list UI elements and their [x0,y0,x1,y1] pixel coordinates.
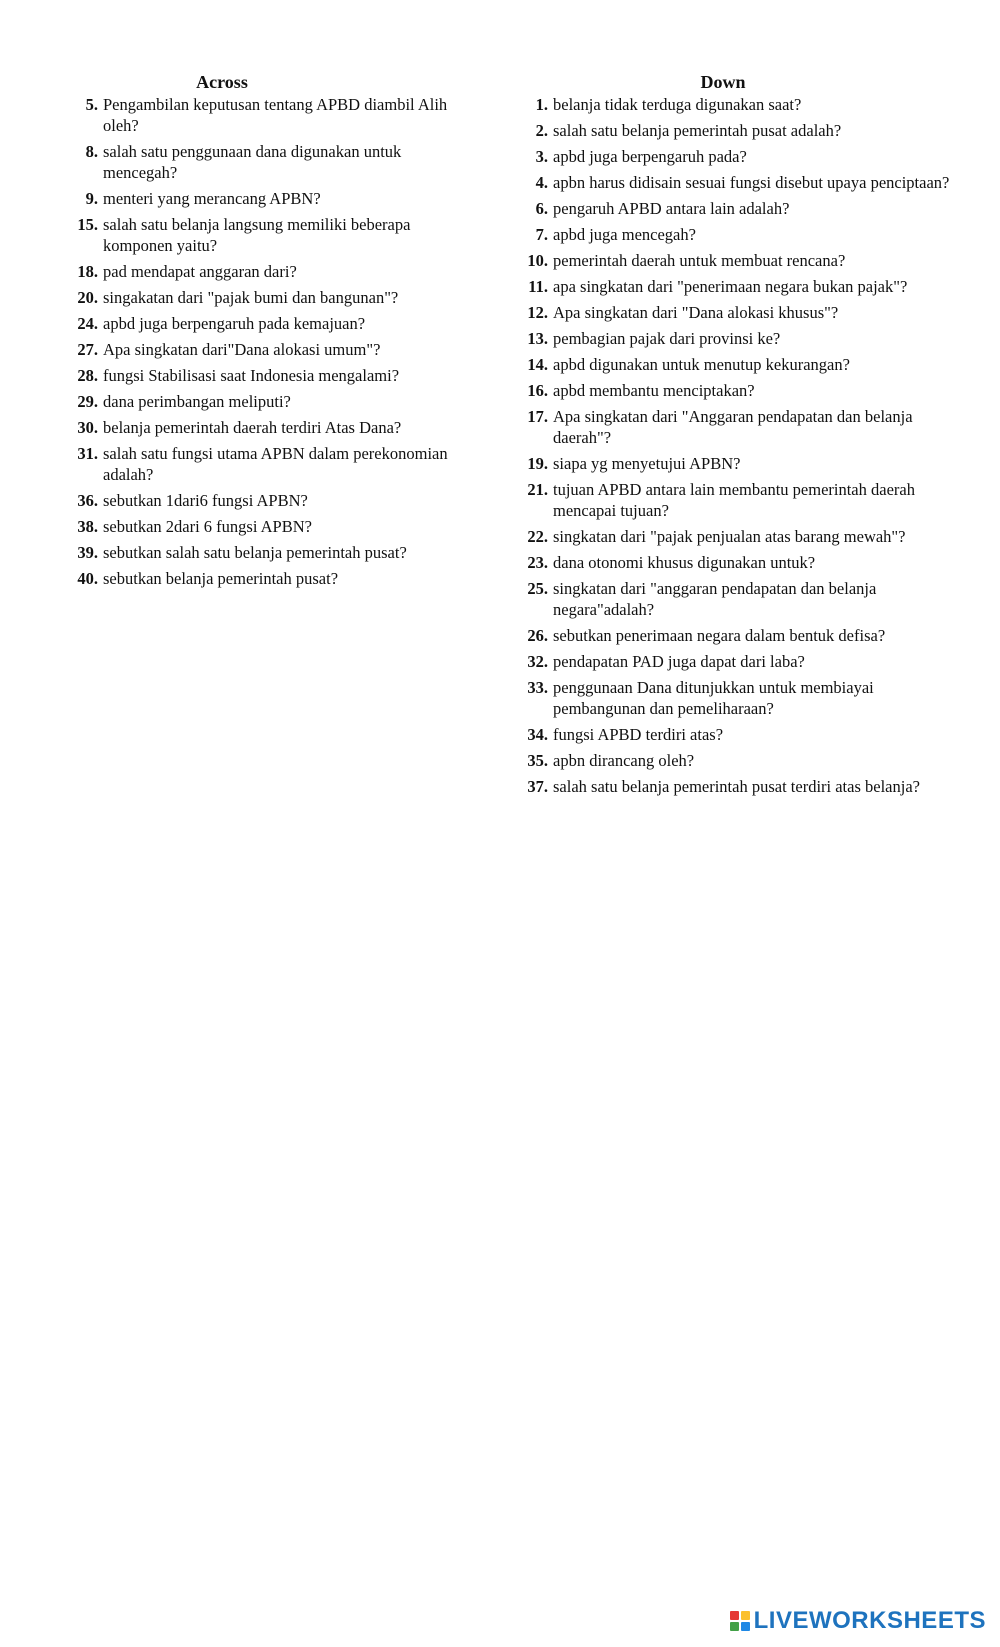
clue-item [518,94,958,115]
clue-item [68,365,478,386]
clue-text: belanja tidak terduga digunakan saat? [553,95,802,114]
clue-text: singkatan dari "pajak penjualan atas barang mewah"? [553,527,906,546]
clue-item [518,724,958,745]
clue-text: sebutkan penerimaan negara dalam bentuk defisa? [553,626,886,645]
clue-number: 8. [85,142,98,161]
clue-number: 6. [535,199,548,218]
clue-text: Apa singkatan dari"Dana alokasi umum"? [103,340,381,359]
clue-item [518,625,958,646]
clue-item [518,677,958,719]
clue-number: 16. [527,381,548,400]
clue-item [518,250,958,271]
down-clue-list [518,120,958,797]
clue-number: 35. [527,751,548,770]
clue-item [68,391,478,412]
clue-text: penggunaan Dana ditunjukkan untuk membiayai pembangunan dan pemeliharaan? [553,678,874,718]
clue-item [68,417,478,438]
clue-item [518,552,958,573]
clue-item [68,339,478,360]
clue-number: 32. [527,652,548,671]
liveworksheets-logo [730,1607,986,1635]
clue-item [68,141,478,183]
clue-number: 25. [527,579,548,598]
clue-number: 18. [77,262,98,281]
clue-number: 39. [77,543,98,562]
clue-text: tujuan APBD antara lain membantu pemerintah daerah mencapai tujuan? [553,480,915,520]
clue-item [68,287,478,308]
clue-text: salah satu fungsi utama APBN dalam perekonomian adalah? [103,444,448,484]
clue-item [518,750,958,771]
clue-text: sebutkan belanja pemerintah pusat? [103,569,339,588]
clue-text: salah satu belanja pemerintah pusat adalah? [553,121,842,140]
clue-text: pembagian pajak dari provinsi ke? [553,329,781,348]
clue-item [518,354,958,375]
logo-text: LIVEWORKSHEETS [753,1607,986,1634]
across-title: Across [196,72,248,92]
clue-text: siapa yg menyetujui APBN? [553,454,741,473]
clue-item [68,94,478,136]
clue-number: 19. [527,454,548,473]
clue-item [518,276,958,297]
clue-text: pad mendapat anggaran dari? [103,262,297,281]
clue-number: 24. [77,314,98,333]
clue-text: sebutkan salah satu belanja pemerintah pusat? [103,543,407,562]
clue-number: 30. [77,418,98,437]
across-column [68,70,478,594]
logo-icon [730,1611,750,1631]
clue-text: salah satu penggunaan dana digunakan untuk mencegah? [103,142,402,182]
clue-number: 27. [77,340,98,359]
clue-number: 7. [535,225,548,244]
clue-number: 22. [527,527,548,546]
clue-number: 20. [77,288,98,307]
clue-number: 17. [527,407,548,426]
clue-item [518,406,958,448]
clue-item [518,172,958,193]
clue-text: dana otonomi khusus digunakan untuk? [553,553,816,572]
clue-number: 2. [535,121,548,140]
clue-item [68,568,478,589]
clue-number: 3. [535,147,548,166]
clue-number: 40. [77,569,98,588]
clue-text: singakatan dari "pajak bumi dan bangunan"? [103,288,399,307]
clue-item [518,302,958,323]
clue-item [68,188,478,209]
clue-text: apa singkatan dari "penerimaan negara bukan pajak"? [553,277,908,296]
clue-text: dana perimbangan meliputi? [103,392,291,411]
clue-text: fungsi Stabilisasi saat Indonesia mengalami? [103,366,400,385]
clue-number: 31. [77,444,98,463]
clue-item [518,578,958,620]
clue-number: 23. [527,553,548,572]
clue-item [68,261,478,282]
clue-text: singkatan dari "anggaran pendapatan dan belanja negara"adalah? [553,579,877,619]
clue-number: 36. [77,491,98,510]
clue-number: 5. [85,95,98,114]
clue-number: 29. [77,392,98,411]
clue-number: 11. [528,277,548,296]
clue-text: salah satu belanja pemerintah pusat terdiri atas belanja? [553,777,920,796]
clue-number: 10. [527,251,548,270]
clue-item [518,120,958,141]
clue-item [518,651,958,672]
clue-number: 13. [527,329,548,348]
clue-text: apbd juga mencegah? [553,225,696,244]
down-column [518,70,958,802]
clue-text: apbn dirancang oleh? [553,751,695,770]
clue-item [518,479,958,521]
clue-text: Apa singkatan dari "Dana alokasi khusus"? [553,303,839,322]
clue-number: 15. [77,215,98,234]
clue-item [68,214,478,256]
clue-number: 26. [527,626,548,645]
clue-number: 37. [527,777,548,796]
clue-item [518,776,958,797]
clue-text: apbd digunakan untuk menutup kekurangan? [553,355,850,374]
clue-number: 1. [535,95,548,114]
clue-text: apbn harus didisain sesuai fungsi disebut upaya penciptaan? [553,173,950,192]
clue-item [518,224,958,245]
clue-item [68,490,478,511]
clue-number: 14. [527,355,548,374]
down-first-clue [518,94,958,115]
clue-item [518,526,958,547]
clue-item [68,542,478,563]
clue-text: sebutkan 1dari6 fungsi APBN? [103,491,308,510]
clue-item [68,443,478,485]
clue-item [68,313,478,334]
clue-text: pendapatan PAD juga dapat dari laba? [553,652,805,671]
clue-text: menteri yang merancang APBN? [103,189,321,208]
clue-text: Pengambilan keputusan tentang APBD diambil Alih oleh? [103,95,448,135]
clue-item [518,380,958,401]
across-clue-list [68,94,478,589]
clue-text: pemerintah daerah untuk membuat rencana? [553,251,846,270]
clue-text: pengaruh APBD antara lain adalah? [553,199,790,218]
clue-text: apbd juga berpengaruh pada? [553,147,747,166]
clue-number: 28. [77,366,98,385]
clue-text: Apa singkatan dari "Anggaran pendapatan dan belanja daerah"? [553,407,913,447]
clue-number: 34. [527,725,548,744]
down-title: Down [700,72,746,92]
clue-number: 12. [527,303,548,322]
clue-item [68,516,478,537]
clue-item [518,198,958,219]
clue-number: 38. [77,517,98,536]
clue-number: 4. [535,173,548,192]
clue-text: belanja pemerintah daerah terdiri Atas Dana? [103,418,402,437]
clue-item [518,328,958,349]
clue-number: 21. [527,480,548,499]
clue-text: salah satu belanja langsung memiliki beberapa komponen yaitu? [103,215,411,255]
clue-text: apbd juga berpengaruh pada kemajuan? [103,314,366,333]
clue-text: apbd membantu menciptakan? [553,381,755,400]
clue-text: fungsi APBD terdiri atas? [553,725,724,744]
clue-text: sebutkan 2dari 6 fungsi APBN? [103,517,312,536]
clue-item [518,146,958,167]
clue-number: 9. [85,189,98,208]
clue-item [518,453,958,474]
clue-number: 33. [527,678,548,697]
